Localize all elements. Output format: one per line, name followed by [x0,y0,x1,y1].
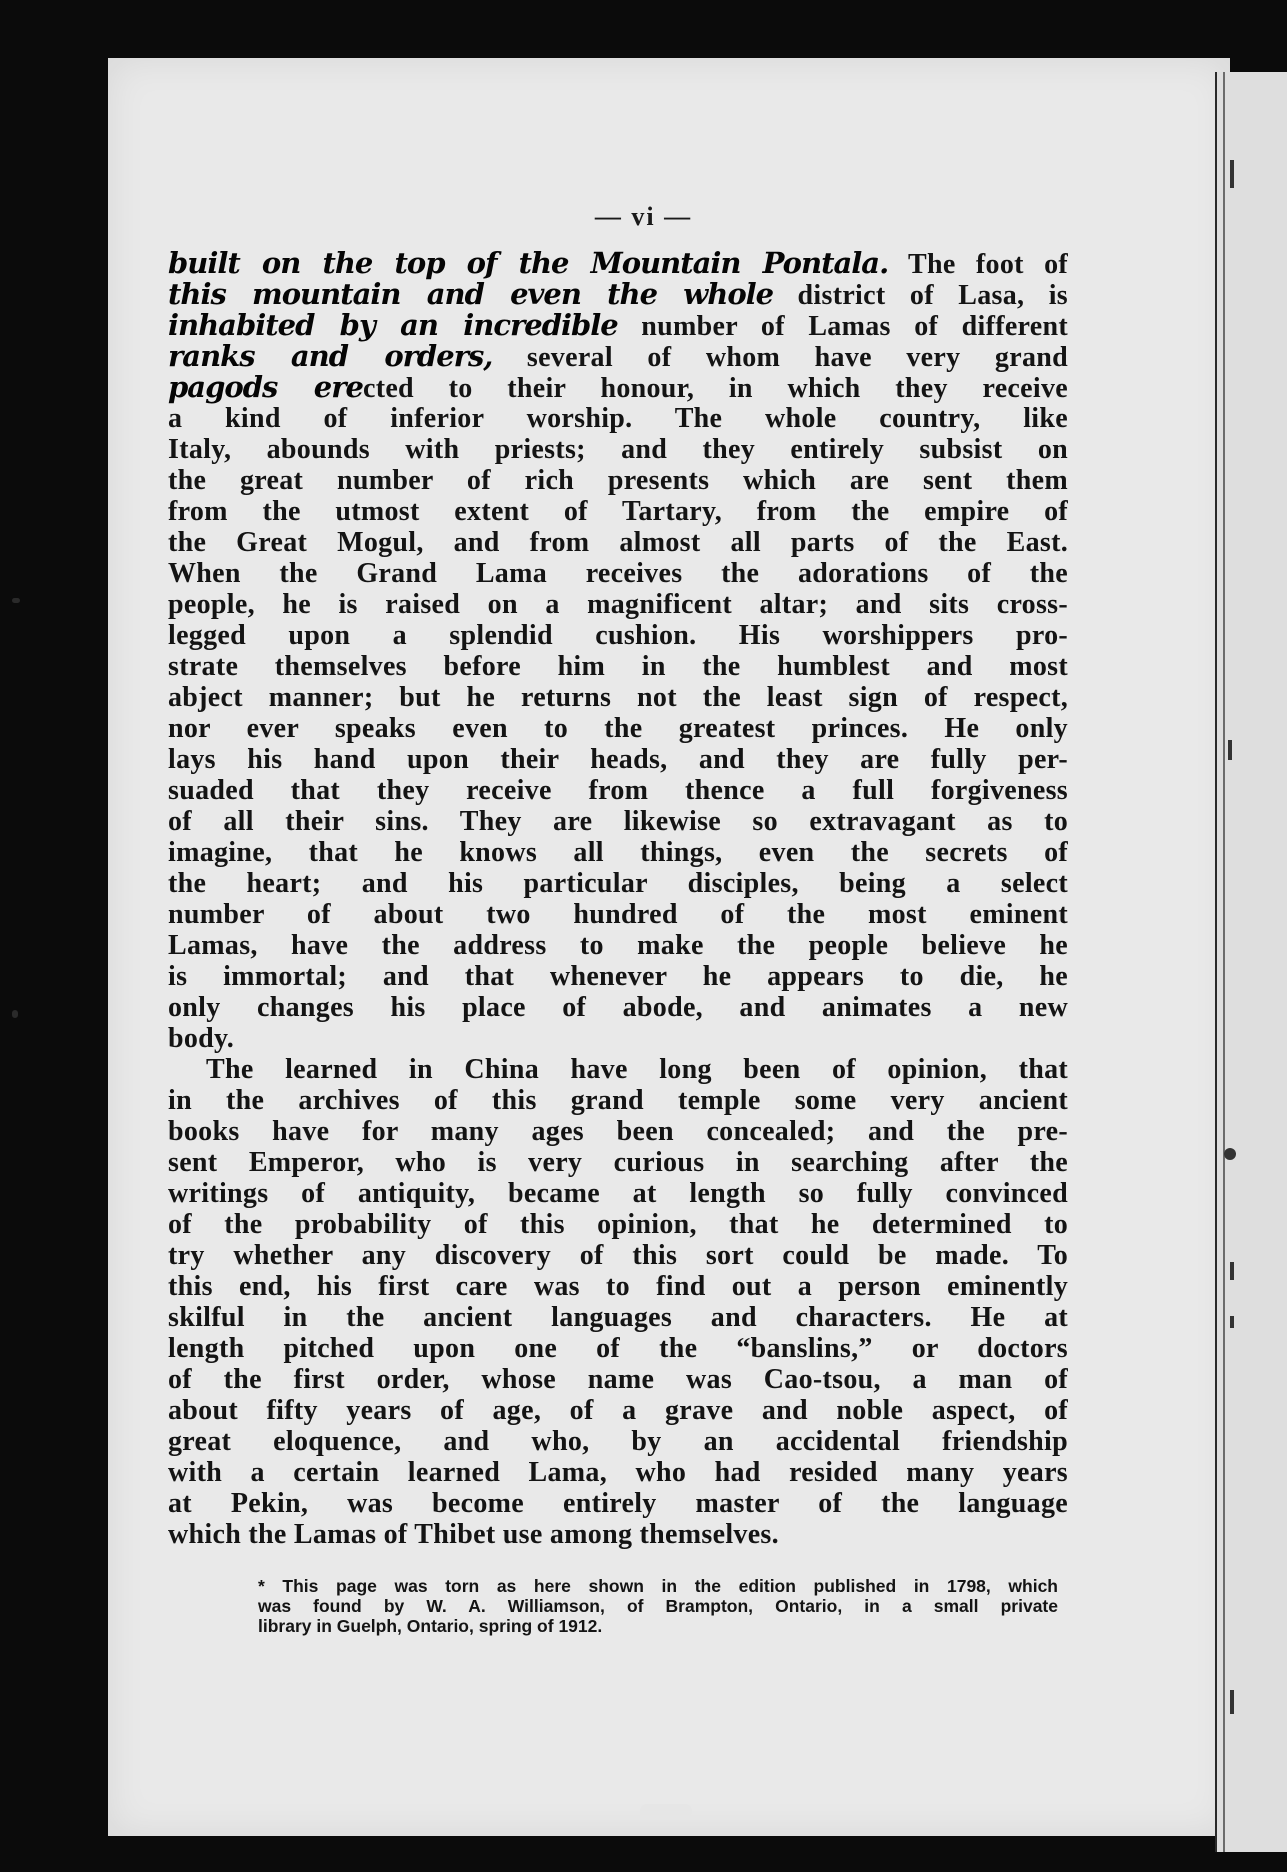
text-line: sent Emperor, who is very curious in searching after the [168,1147,1068,1178]
footnote [258,1576,1058,1636]
text-line: is immortal; and that whenever he appears to die, he [168,961,1068,992]
text-line: the great number of rich presents which are sent them [168,465,1068,496]
scan-speck [1230,1262,1234,1280]
text-line: which the Lamas of Thibet use among themselves. [168,1519,779,1550]
text-line: this end, his first care was to find out a person eminently [168,1271,1068,1302]
text-line: legged upon a splendid cushion. His worshippers pro- [168,620,1068,651]
handwritten-annotation: ranks and orders, [168,339,493,373]
text-line [168,279,1068,310]
text-line: suaded that they receive from thence a full forgiveness [168,775,1068,806]
text-line: from the utmost extent of Tartary, from the empire of [168,496,1068,527]
text-line: try whether any discovery of this sort could be made. To [168,1240,1068,1271]
handwritten-annotation: this mountain and even the whole [168,277,774,311]
text-line: nor ever speaks even to the greatest princes. He only [168,713,1068,744]
scan-speck [1230,1316,1234,1328]
text-line: people, he is raised on a magnificent altar; and sits cross- [168,589,1068,620]
text-line: imagine, that he knows all things, even the secrets of [168,837,1068,868]
handwritten-annotation: built on the top of the Mountain Pontala. [168,246,889,280]
printed-text: several of whom have very grand [492,342,1068,373]
printed-text: district of Lasa, is [773,280,1068,311]
text-line: of the probability of this opinion, that he determined to [168,1209,1068,1240]
text-line: in the archives of this grand temple some very ancient [168,1085,1068,1116]
text-line: of all their sins. They are likewise so extravagant as to [168,806,1068,837]
text-line: abject manner; but he returns not the least sign of respect, [168,682,1068,713]
main-text [168,248,1068,1550]
text-line: number of about two hundred of the most eminent [168,899,1068,930]
printed-text: cted to their honour, in which they receive [362,373,1068,404]
scan-speck [1230,160,1234,188]
text-line: at Pekin, was become entirely master of the language [168,1488,1068,1519]
footnote-line: library in Guelph, Ontario, spring of 1912. [258,1616,603,1636]
footnote-line: was found by W. A. Williamson, of Brampton, Ontario, in a small private [258,1596,1058,1616]
text-line: The learned in China have long been of opinion, that [206,1054,1068,1085]
page-folio: — vi — [594,202,693,231]
text-line [168,310,1068,341]
scan-speck [640,1804,692,1818]
text-line: writings of antiquity, became at length so fully convinced [168,1178,1068,1209]
text-line: Lamas, have the address to make the people believe he [168,930,1068,961]
text-line: skilful in the ancient languages and characters. He at [168,1302,1068,1333]
text-line: lays his hand upon their heads, and they are fully per- [168,744,1068,775]
text-line: about fifty years of age, of a grave and noble aspect, of [168,1395,1068,1426]
scan-speck [12,598,20,603]
footnote-line: * This page was torn as here shown in the edition published in 1798, which [258,1576,1058,1596]
scan-speck [1228,740,1232,760]
text-line: with a certain learned Lama, who had resided many years [168,1457,1068,1488]
scan-speck [12,1010,18,1018]
printed-text: number of Lamas of different [617,311,1068,342]
text-line [168,341,1068,372]
text-line: great eloquence, and who, by an accidental friendship [168,1426,1068,1457]
facing-page-edge [1215,72,1287,1852]
text-line: books have for many ages been concealed; and the pre- [168,1116,1068,1147]
text-line: only changes his place of abode, and animates a new [168,992,1068,1023]
text-line: length pitched upon one of the “banslins,” or doctors [168,1333,1068,1364]
text-line: the heart; and his particular disciples, being a select [168,868,1068,899]
printed-text: The foot of [888,249,1068,280]
scan-speck [1230,1690,1234,1714]
text-line: Italy, abounds with priests; and they entirely subsist on [168,434,1068,465]
text-line: When the Grand Lama receives the adorations of the [168,558,1068,589]
handwritten-annotation: inhabited by an incredible [168,308,618,342]
text-line: of the first order, whose name was Cao-tsou, a man of [168,1364,1068,1395]
handwritten-annotation: pagods ere [168,370,363,404]
text-line: strate themselves before him in the humblest and most [168,651,1068,682]
text-line: a kind of inferior worship. The whole country, like [168,403,1068,434]
text-line [168,372,1068,403]
scan-speck [1224,1148,1236,1160]
text-line: body. [168,1023,235,1054]
text-line: the Great Mogul, and from almost all parts of the East. [168,527,1068,558]
text-line [168,248,1068,279]
